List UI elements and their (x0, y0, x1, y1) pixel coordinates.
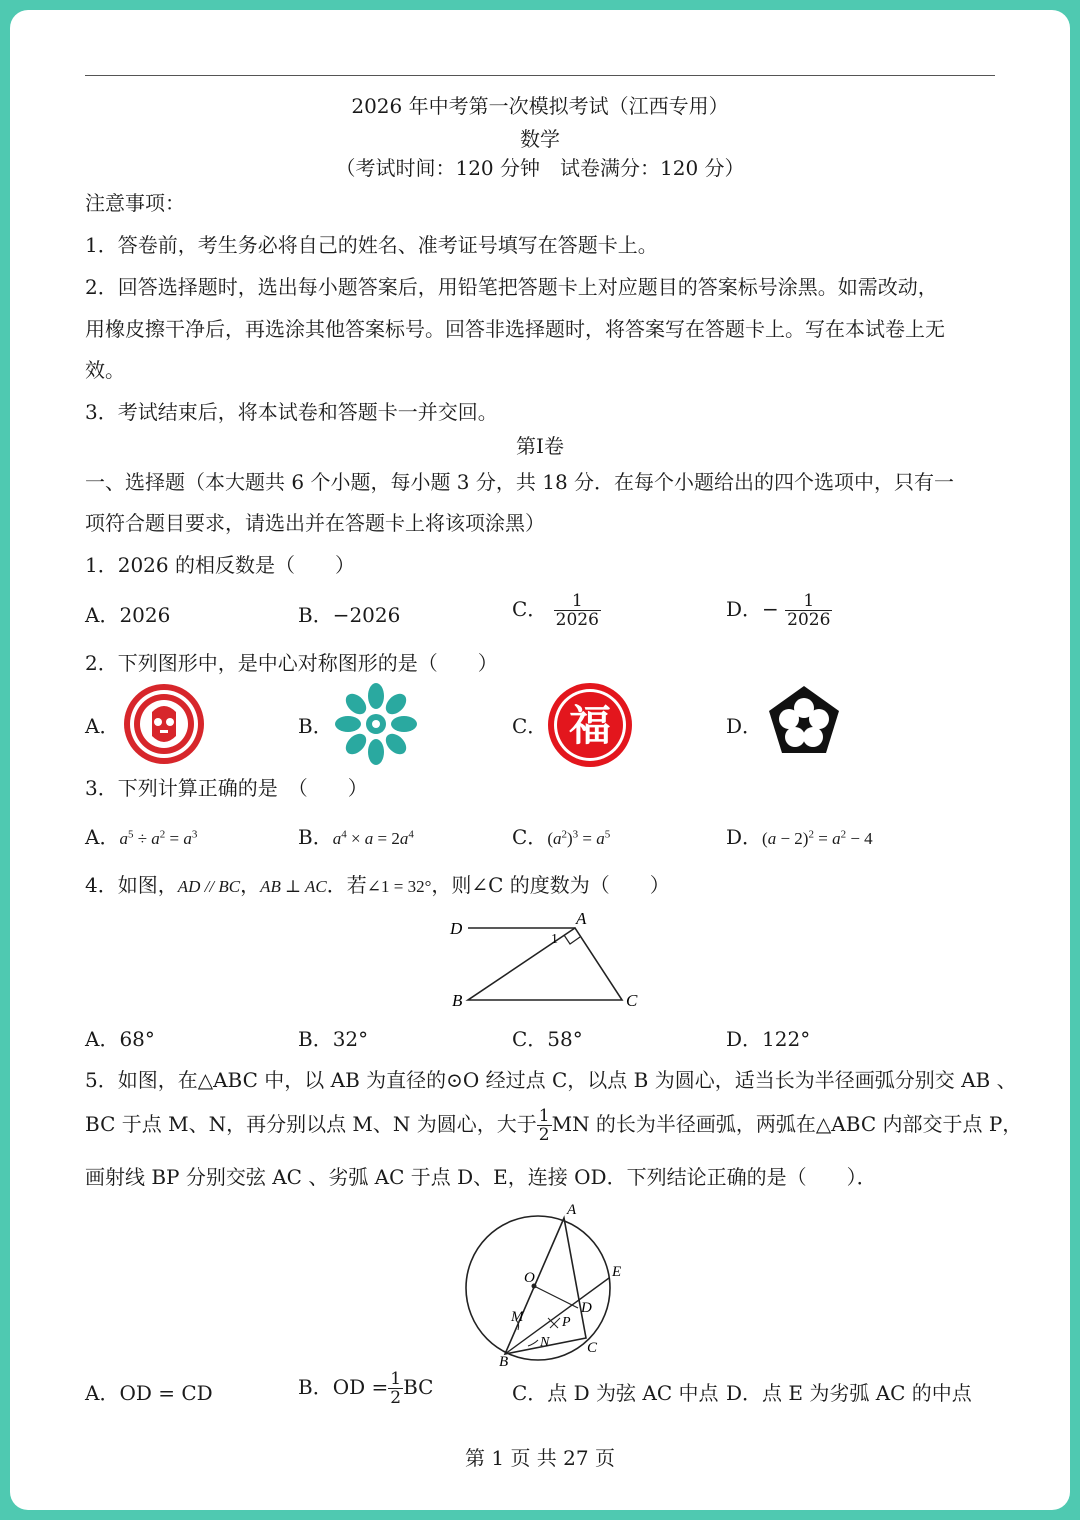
q5-option-b-denominator: 2 (390, 1388, 402, 1408)
note-3: 3．考试结束后，将本试卷和答题卡一并交回。 (85, 400, 498, 424)
q5-option-c: C．点 D 为弦 AC 中点 (512, 1381, 719, 1405)
q5-line-2-pre: BC 于点 M、N，再分别以点 M、N 为圆心，大于 (85, 1112, 537, 1136)
q2-option-d-label: D． (726, 714, 763, 738)
q3-option-c-formula: $(a^2)^3 = a^5$ (547, 828, 611, 848)
q5-line-2-numerator: 1 (538, 1106, 550, 1126)
q5-line-1: 5．如图，在△ABC 中，以 AB 为直径的⊙O 经过点 C，以点 B 为圆心，适当长为半径画弧分别交 AB 、 (85, 1068, 1017, 1092)
q5-label-d: D (581, 1300, 592, 1316)
papercut-medallion-icon (122, 682, 206, 766)
q5-line-2-fraction (537, 1107, 552, 1144)
q5-line-2-denominator: 2 (538, 1125, 550, 1145)
q5-label-o: O (524, 1270, 535, 1286)
q3-stem: 3．下列计算正确的是 （ ） (85, 776, 368, 800)
q4-label-d: D (450, 919, 463, 938)
q2-option-c-label: C． (512, 714, 548, 738)
notes-heading: 注意事项： (85, 191, 185, 215)
q5-line-3: 画射线 BP 分别交弦 AC 、劣弧 AC 于点 D、E，连接 OD．下列结论正确的是（ ）． (85, 1165, 877, 1189)
q4-stem-parallel: AD // BC (177, 877, 241, 896)
q3-option-b-label: B． (298, 825, 333, 849)
q5-triangle-abc (505, 1218, 586, 1354)
q3-option-d-formula: $(a - 2)^2 = a^2 - 4$ (762, 828, 873, 848)
fu-character-seal-icon (547, 682, 633, 768)
q1-stem: 1．2026 的相反数是（ ） (85, 553, 355, 577)
q1-c-denominator: 2026 (555, 610, 599, 630)
q5-label-e: E (612, 1264, 622, 1280)
note-2-line-3: 效。 (85, 358, 125, 382)
page-footer: 第 1 页 共 27 页 (465, 1446, 615, 1470)
q1-option-c-label: C． (512, 597, 548, 621)
q1-option-b: B．−2026 (298, 603, 401, 627)
q2-option-b-label: B． (298, 714, 333, 738)
volume-title: 第Ⅰ卷 (516, 434, 564, 458)
q5-line-2-post: MN 的长为半径画弧，两弧在△ABC 内部交于点 P， (551, 1112, 1023, 1136)
q5-arc-n (528, 1340, 538, 1346)
q4-stem (85, 873, 670, 899)
q3-option-a-formula: $a^5 \div a^2 = a^3$ (119, 828, 198, 848)
exam-title: 2026 年中考第一次模拟考试（江西专用） (351, 94, 729, 118)
q4-stem-angle: ∠1 = 32° (366, 877, 432, 896)
q1-option-a: A．2026 (85, 603, 171, 627)
teal-flower-icon (334, 682, 418, 766)
q5-label-a: A (567, 1202, 577, 1218)
q4-stem-mid: ．若 (326, 873, 367, 897)
q3-option-c-label: C． (512, 825, 548, 849)
exam-page (10, 10, 1070, 1510)
q4-stem-post: ，则∠C 的度数为（ ） (431, 873, 670, 897)
q1-c-numerator: 1 (554, 592, 601, 611)
q5-option-a: A．OD = CD (85, 1381, 213, 1405)
q3-option-a (85, 825, 197, 851)
q1-option-d-label: D． (726, 597, 763, 621)
header-rule (85, 75, 995, 76)
exam-subject: 数学 (520, 127, 560, 151)
q4-stem-sep: ， (240, 873, 261, 897)
section-intro-line-2: 项符合题目要求，请选出并在答题卡上将该项涂黑） (85, 511, 545, 535)
q1-option-d (726, 592, 832, 629)
q4-label-a: A (576, 910, 587, 928)
q3-option-d (726, 825, 873, 851)
q4-triangle-abc (468, 928, 622, 1000)
q5-line-2 (85, 1107, 1022, 1144)
q4-option-b: B．32° (298, 1027, 369, 1051)
exam-time-info: （考试时间：120 分钟 试卷满分：120 分） (335, 156, 745, 180)
note-2-line-2: 用橡皮擦干净后，再选涂其他答案标号。回答非选择题时，将答案写在答题卡上。写在本试卷上无 (85, 317, 945, 341)
q3-option-b (298, 825, 414, 851)
q5-label-b: B (499, 1354, 509, 1366)
q3-option-b-formula: $a^4 \times a = 2a^4$ (332, 828, 414, 848)
q4-triangle-diagram (440, 910, 650, 1014)
q4-option-d: D．122° (726, 1027, 811, 1051)
q4-stem-perpendicular: AB ⊥ AC (260, 877, 327, 896)
q3-option-a-label: A． (85, 825, 120, 849)
q5-label-m: M (511, 1309, 524, 1325)
q4-right-angle-mark (564, 935, 580, 944)
q1-d-numerator: 1 (785, 592, 832, 611)
q1-d-denominator: 2026 (787, 610, 831, 630)
q4-label-b: B (452, 991, 463, 1010)
fu-character: 福 (568, 704, 612, 750)
q1-option-d-sign: − (762, 597, 779, 621)
q5-option-b-fraction (388, 1370, 403, 1407)
q2-stem: 2．下列图形中，是中心对称图形的是（ ） (85, 651, 498, 675)
q5-label-c: C (587, 1340, 598, 1356)
q5-segment-od (534, 1286, 578, 1308)
q3-option-c (512, 825, 610, 851)
q4-stem-pre: 4．如图， (85, 873, 178, 897)
q4-label-angle-1: 1 (551, 932, 558, 947)
q4-label-c: C (626, 991, 638, 1010)
q5-label-p: P (562, 1315, 571, 1330)
q2-option-a-label: A． (85, 714, 120, 738)
q3-option-d-label: D． (726, 825, 763, 849)
q1-option-c-fraction (554, 592, 601, 629)
q5-option-d: D．点 E 为劣弧 AC 的中点 (726, 1381, 972, 1405)
q4-option-c: C．58° (512, 1027, 583, 1051)
q5-circle-diagram (450, 1200, 630, 1366)
note-1: 1．答卷前，考生务必将自己的姓名、准考证号填写在答题卡上。 (85, 233, 658, 257)
black-flower-crest-icon (762, 682, 846, 766)
q5-option-b-numerator: 1 (390, 1369, 402, 1389)
q5-option-b-post: BC (403, 1375, 434, 1399)
q5-option-b (298, 1370, 433, 1407)
section-intro-line-1: 一、选择题（本大题共 6 个小题，每小题 3 分，共 18 分．在每个小题给出的四个选项中，只有一 (85, 470, 955, 494)
q5-option-b-pre: B．OD = (298, 1375, 389, 1399)
q5-label-n: N (540, 1335, 550, 1350)
q1-option-d-fraction (785, 592, 832, 629)
note-2-line-1: 2．回答选择题时，选出每小题答案后，用铅笔把答题卡上对应题目的答案标号涂黑。如需改动， (85, 275, 938, 299)
q4-option-a: A．68° (85, 1027, 155, 1051)
q1-option-c (512, 592, 601, 629)
